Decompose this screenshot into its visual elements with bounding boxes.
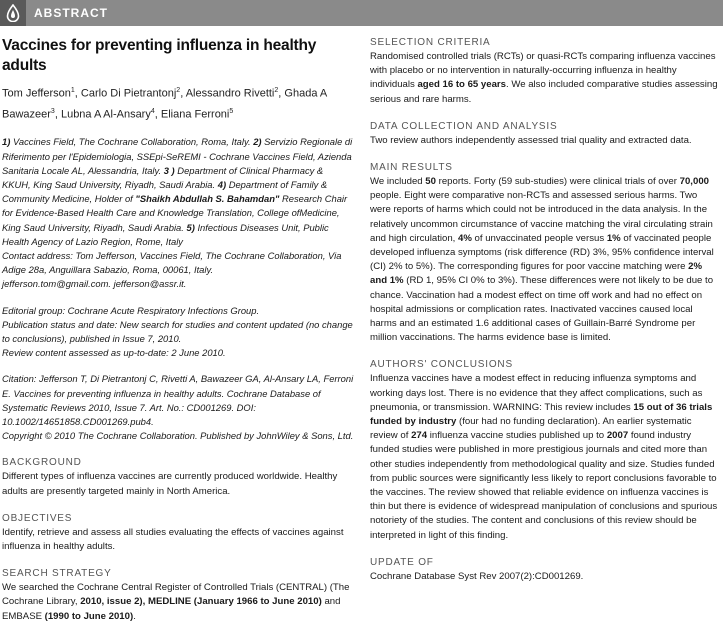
author-list: Tom Jefferson$^1$, Carlo Di Pietrantonj$^2$, Alessandro Rivetti$^2$, Ghada A Bawazeer$^3$, Lubna A Al-Ansary$^4$, Eliana Ferroni$^5$ xyxy=(2,87,327,121)
section-heading-authors-conclusions: AUTHORS' CONCLUSIONS xyxy=(370,359,513,371)
editorial-info xyxy=(2,304,354,361)
selection-criteria-text: Randomised controlled trials (RCTs) or quasi-RCTs comparing influenza vaccines with placebo or no intervention in naturally-occurring influenza in healthy individuals aged 16 to 65 years. We also included comparative studies assessing serious and rare harms. xyxy=(370,51,718,105)
right-column xyxy=(370,36,719,584)
author-name: Ghada A Bawazeer xyxy=(2,87,327,121)
author-name: Alessandro Rivetti xyxy=(185,87,275,100)
affiliations: 1) Vaccines Field, The Cochrane Collaboration, Roma, Italy. 2) Servizio Regionale di Riferimento per l'Epidemiologia, SSEpi-SeREMI - Cochrane Vaccines Field, Azienda Sanitaria Locale AL, Alessandria, Italy. 3 ) Department of Clinical Pharmacy & KKUH, King Saud University, Riyadh, Saudi Arabia. 4) Department of Family & Community Medicine, Holder of "Shaikh Abdullah S. Bahamdan" Research Chair for Evidence-Based Health Care and Knowledge Translation, College ofMedicine, King Saud University, Riyadh, Saudi Arabia. 5) Infectious Diseases Unit, Public Health Agency of Lazio Region, Rome, Italy Contact address: Tom Jefferson, Vaccines Field, The Cochrane Collaboration, Via Adige 28a, Anguillara Sabazio, Roma, 00061, Italy. jefferson.tom@gmail.com. jefferson@assr.it. xyxy=(2,135,354,291)
abstract-label: ABSTRACT xyxy=(34,6,108,20)
authors-conclusions-text: Influenza vaccines have a modest effect in reducing influenza symptoms and working days lost. There is no evidence that they affect complications, such as pneumonia, or transmission. WARNING: This review includes 15 out of 36 trials funded by industry (four had no funding declaration). An earlier systematic review of 274 influenza vaccine studies published up to 2007 found industry funded studies were published in more prestigious journals and cited more than other studies independently from methodological quality and size. Studies funded from public sources were significantly less likely to report conclusions favorable to the vaccines. The review showed that reliable evidence on influenza vaccines is thin but there is evidence of widespread manipulation of conclusions and spurious notoriety of the studies. The content and conclusions of this review should be interpreted in light of this finding. xyxy=(370,373,718,541)
copyright-text: Copyright © 2010 The Cochrane Collaboration. Published by JohnWiley & Sons, Ltd. xyxy=(2,430,354,442)
section-heading-main-results: MAIN RESULTS xyxy=(370,162,453,174)
main-results-text: We included 50 reports. Forty (59 sub-studies) were clinical trials of over 70,000 people. Eight were comparative non-RCTs and assessed serious harms. Two were reports of harms which could not be introduced in the data analysis. In the relatively uncommon circumstance of vaccine matching the viral circulating strain and high circulation, 4% of unvaccinated people versus 1% of vaccinated people developed influenza symptoms (risk difference (RD) 3%, 95% confidence interval (CI) 2% to 5%). The corresponding figures for poor vaccine matching were 2% and 1% (RD 1, 95% CI 0% to 3%). These differences were not likely to be due to chance. Vaccination had a modest effect on time off work and had no effect on hospital admissions or complication rates. Inactivated vaccines caused local harms and an estimated 1.6 additional cases of Guillain-Barré Syndrome per million vaccinations. The harms evidence base is limited. xyxy=(370,176,714,344)
review-assessed-date: Review content assessed as up-to-date: 2 June 2010. xyxy=(2,347,226,359)
objectives-text: Identify, retrieve and assess all studies evaluating the effects of vaccines against influenza in healthy adults. xyxy=(2,526,344,552)
section-heading-update-of: UPDATE OF xyxy=(370,556,434,568)
cochrane-logo-icon xyxy=(0,0,26,26)
citation-block xyxy=(2,372,354,443)
left-column xyxy=(2,36,354,624)
section-heading-selection-criteria: SELECTION CRITERIA xyxy=(370,37,491,48)
section-heading-search-strategy: SEARCH STRATEGY xyxy=(2,568,112,580)
author-name: Eliana Ferroni xyxy=(160,108,230,121)
section-heading-background: BACKGROUND xyxy=(2,457,82,469)
section-heading-objectives: OBJECTIVES xyxy=(2,512,73,524)
update-of-text: Cochrane Database Syst Rev 2007(2):CD001269. xyxy=(370,570,584,582)
author-name: Tom Jefferson xyxy=(2,87,71,100)
abstract-header-bar xyxy=(0,0,723,26)
citation-text: Citation: Jefferson T, Di Pietrantonj C, Rivetti A, Bawazeer GA, Al-Ansary LA, Ferroni E. Vaccines for preventing influenza in healthy adults. Cochrane Database of Systematic Reviews 2010, Issue 7. Art. No.: CD001269. DOI: 10.1002/14651858.CD001269.pub4. xyxy=(2,373,354,427)
contact-emails[interactable]: jefferson.tom@gmail.com. jefferson@assr.it. xyxy=(2,278,187,290)
publication-status: Publication status and date: New search for studies and content updated (no change to conclusions), published in Issue 7, 2010. xyxy=(2,318,353,344)
data-collection-text: Two review authors independently assessed trial quality and extracted data. xyxy=(370,134,692,146)
author-name: Carlo Di Pietrantonj xyxy=(80,87,177,100)
section-heading-data-collection: DATA COLLECTION AND ANALYSIS xyxy=(370,120,558,132)
contact-address: Contact address: Tom Jefferson, Vaccines Field, The Cochrane Collaboration, Via Adige 28a, Anguillara Sabazio, Roma, 00061, Italy. xyxy=(2,249,342,276)
search-strategy-text: We searched the Cochrane Central Register of Controlled Trials (CENTRAL) (The Cochrane Library, 2010, issue 2), MEDLINE (January 1966 to June 2010) and EMBASE (1990 to June 2010). xyxy=(2,582,350,622)
article-title: Vaccines for preventing influenza in healthy adults xyxy=(2,37,317,74)
editorial-group: Editorial group: Cochrane Acute Respiratory Infections Group. xyxy=(2,304,260,316)
author-name: Lubna A Al-Ansary xyxy=(60,108,151,121)
background-text: Different types of influenza vaccines are currently produced worldwide. Healthy adults are presently targeted mainly in North America. xyxy=(2,471,338,497)
